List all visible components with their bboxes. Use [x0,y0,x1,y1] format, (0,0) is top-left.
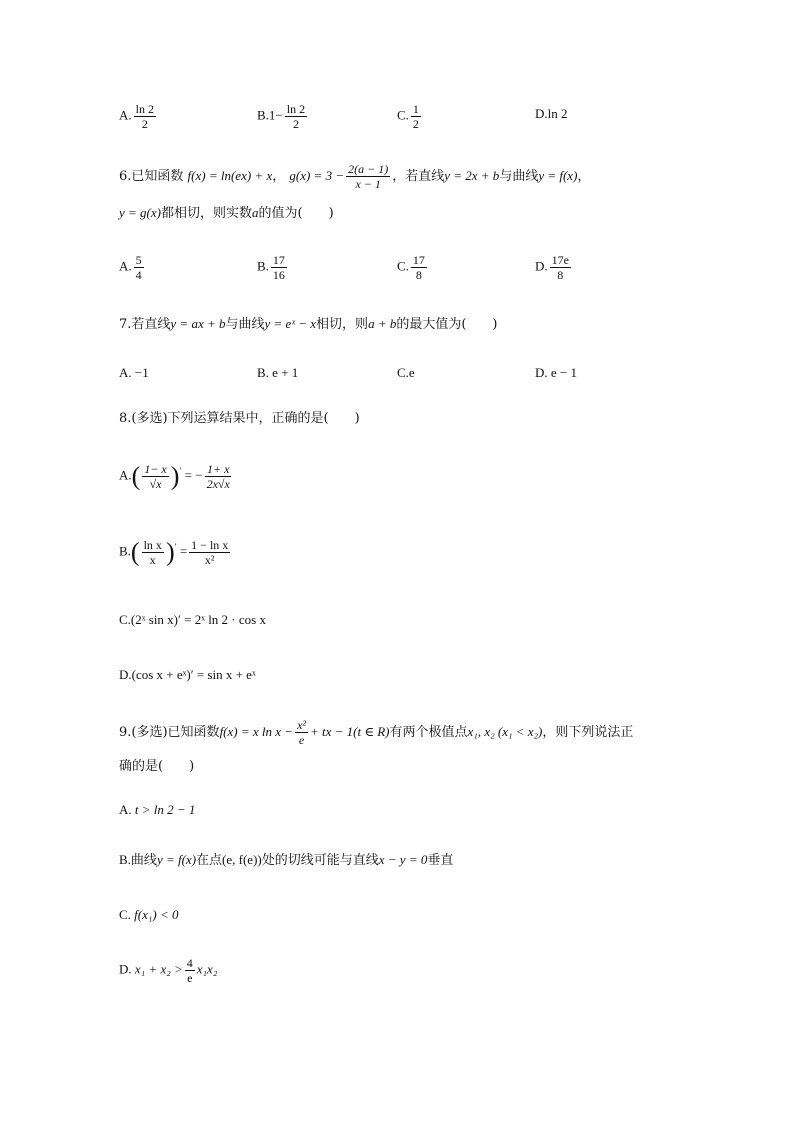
q8-stem: 8.(多选)下列运算结果中，正确的是( ) [119,411,360,426]
q7-option-c: C.e [397,365,415,380]
q9-f-fraction: $\frac{\text{x²}}{e}$ [297,718,306,747]
q9-stem-line2: 确的是( ) [119,759,195,774]
q7-stem: 7.若直线y = ax + b与曲线y = eˣ − x相切，则a + b的最大值为( ) [119,316,498,332]
q5-option-b: B.1− $\frac{\ln 2}{2}$ [257,102,306,131]
q5-a-fraction: $\frac{\ln 2}{2}$ [135,102,154,131]
q9-option-c: C. f(x₁) < 0 [119,907,179,922]
q5-b-fraction: $\frac{\ln 2}{2}$ [286,102,306,131]
q6-stem-line2: y = g(x)都相切，则实数a的值为( ) [119,205,334,221]
q6-g-fraction: $\frac{2(a - 1)}{x - 1}$ [348,162,389,191]
q6-option-d: D. $\frac{17e}{8}$ [535,253,569,282]
q5-option-d: D.ln 2 [535,106,568,121]
q9-option-d: D. x₁ + x₂ > $\frac{4}{e}$ x₁x₂ [119,956,218,985]
q6-stem-line1: 6.已知函数 f(x) = ln(ex) + x， g(x) = 3 − $\frac{2(a - 1)}{x - 1}$ ，若直线y = 2x + b与曲线y = f(x)， [119,162,591,191]
q9-stem-line1: 9.(多选)已知函数f(x) = x ln x − $\frac{\text{x²}}{e}$ + tx − 1(t ∈ R)有两个极值点x₁, x₂ (x₁ < x₂)，则下列说法正 [119,718,634,747]
q9-option-b: B.曲线y = f(x)在点(e, f(e))处的切线可能与直线x − y = 0垂直 [119,852,454,868]
q8-option-a: A.( $\frac{1- x}{√x}$ )′ = − $\frac{1+ x}{2x√x}$ [119,461,230,491]
q8-option-b: B.( $\frac{\text{ln x}}{x}$ )′ = $\frac{\text{1 − ln x}}{\text{x²}}$ [119,537,229,567]
q7-option-b: B. e + 1 [257,365,299,380]
q7-option-d: D. e − 1 [535,365,577,380]
q8-option-c: C.(2ˣ sin x)′ = 2ˣ ln 2 · cos x [119,612,266,627]
q8-option-d: D.(cos x + eˣ)′ = sin x + eˣ [119,667,256,682]
q6-option-c: C. $\frac{17}{8}$ [397,253,425,282]
q9-option-a: A. t > ln 2 − 1 [119,802,196,817]
q7-option-a: A. −1 [119,365,149,380]
q6-option-a: A. $\frac{5}{4}$ [119,253,142,282]
q6-option-b: B. $\frac{17}{16}$ [257,253,285,282]
q5-option-a: A. $\frac{\ln 2}{2}$ [119,102,154,131]
q5-option-c: C. $\frac{1}{2}$ [397,102,419,131]
q5-c-fraction: $\frac{1}{2}$ [412,102,419,131]
